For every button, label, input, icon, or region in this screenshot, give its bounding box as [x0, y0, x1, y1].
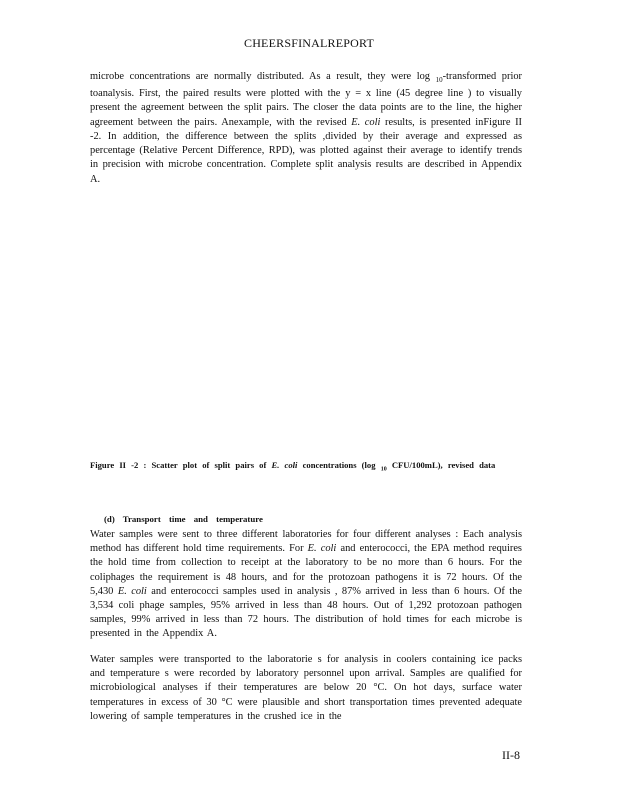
paragraph-text: and enterococci, the EPA method requires the hold time from collection to receipt at the laboratory to be no more than 6 hours. For the coliphages the requirement is 48 hours, and for the protozoan pathogens it is 72 hours. Of the 5,430 — [90, 543, 522, 597]
page-header-title: CHEERSFINALREPORT — [243, 36, 375, 50]
figure-caption — [90, 458, 522, 477]
paragraph-split-analysis — [90, 70, 522, 187]
italic-organism-name: E. coli — [307, 543, 337, 555]
subscript: 10 — [435, 76, 443, 85]
figure-placeholder — [90, 190, 522, 452]
italic-organism-name: E. coli — [117, 585, 147, 597]
paragraph-transport-time — [90, 528, 522, 642]
paragraph-text: Water samples were sent to three different laboratories for four different analyses : Each analysis method has different hold time requirements. For — [90, 529, 522, 555]
paragraph-text: results, is presented inFigure II -2. In addition, the difference between the splits ,divided by their average and expressed as percentage (Relative Percent Difference, RPD), was plotted against their average to identify trends in precision with microbe concentration. Complete split analysis results are described in Appendix A. — [90, 116, 522, 185]
caption-text: CFU/100mL), revised data — [391, 460, 496, 470]
paragraph-text: -transformed prior toanalysis. First, the paired results were plotted with the y = x line (45 degree line ) to visually present the agreement between the split pairs. The closer the data points are to the line, the higher agreement between the pairs. Anexample, with the revised — [90, 71, 522, 128]
paragraph-text: and enterococci samples used in analysis , 87% arrived in less than 6 hours. Of the 3,534 coli phage samples, 95% arrived in less than 48 hours. Out of 1,292 protozoan pathogen samples, 99% arrived in less than 72 hours. The distribution of hold times for each microbe is presented in the Appendix A. — [90, 585, 522, 640]
italic-organism-name: E. coli — [351, 116, 381, 128]
page-number: II-8 — [502, 748, 520, 762]
caption-text: concentrations (log — [302, 460, 376, 470]
paragraph-text: microbe concentrations are normally distributed. As a result, they were log — [90, 71, 431, 82]
paragraph-temperature: Water samples were transported to the laboratorie s for analysis in coolers containing ice packs and temperature s were recorded by laboratory personnel upon arrival. Samples are qualified for microbiological analyses if their temperatures are below 20 °C. On hot days, surface water temperatures in excess of 30 °C were plausible and short transportation times prevented adequate lowering of sample temperatures in the crushed ice in the — [90, 654, 522, 722]
caption-text: Figure II -2 : Scatter plot of split pairs of — [90, 460, 267, 470]
subscript: 10 — [380, 466, 387, 473]
italic-organism-name: E. coli — [271, 460, 298, 470]
section-heading: (d) Transport time and temperature — [104, 514, 263, 524]
